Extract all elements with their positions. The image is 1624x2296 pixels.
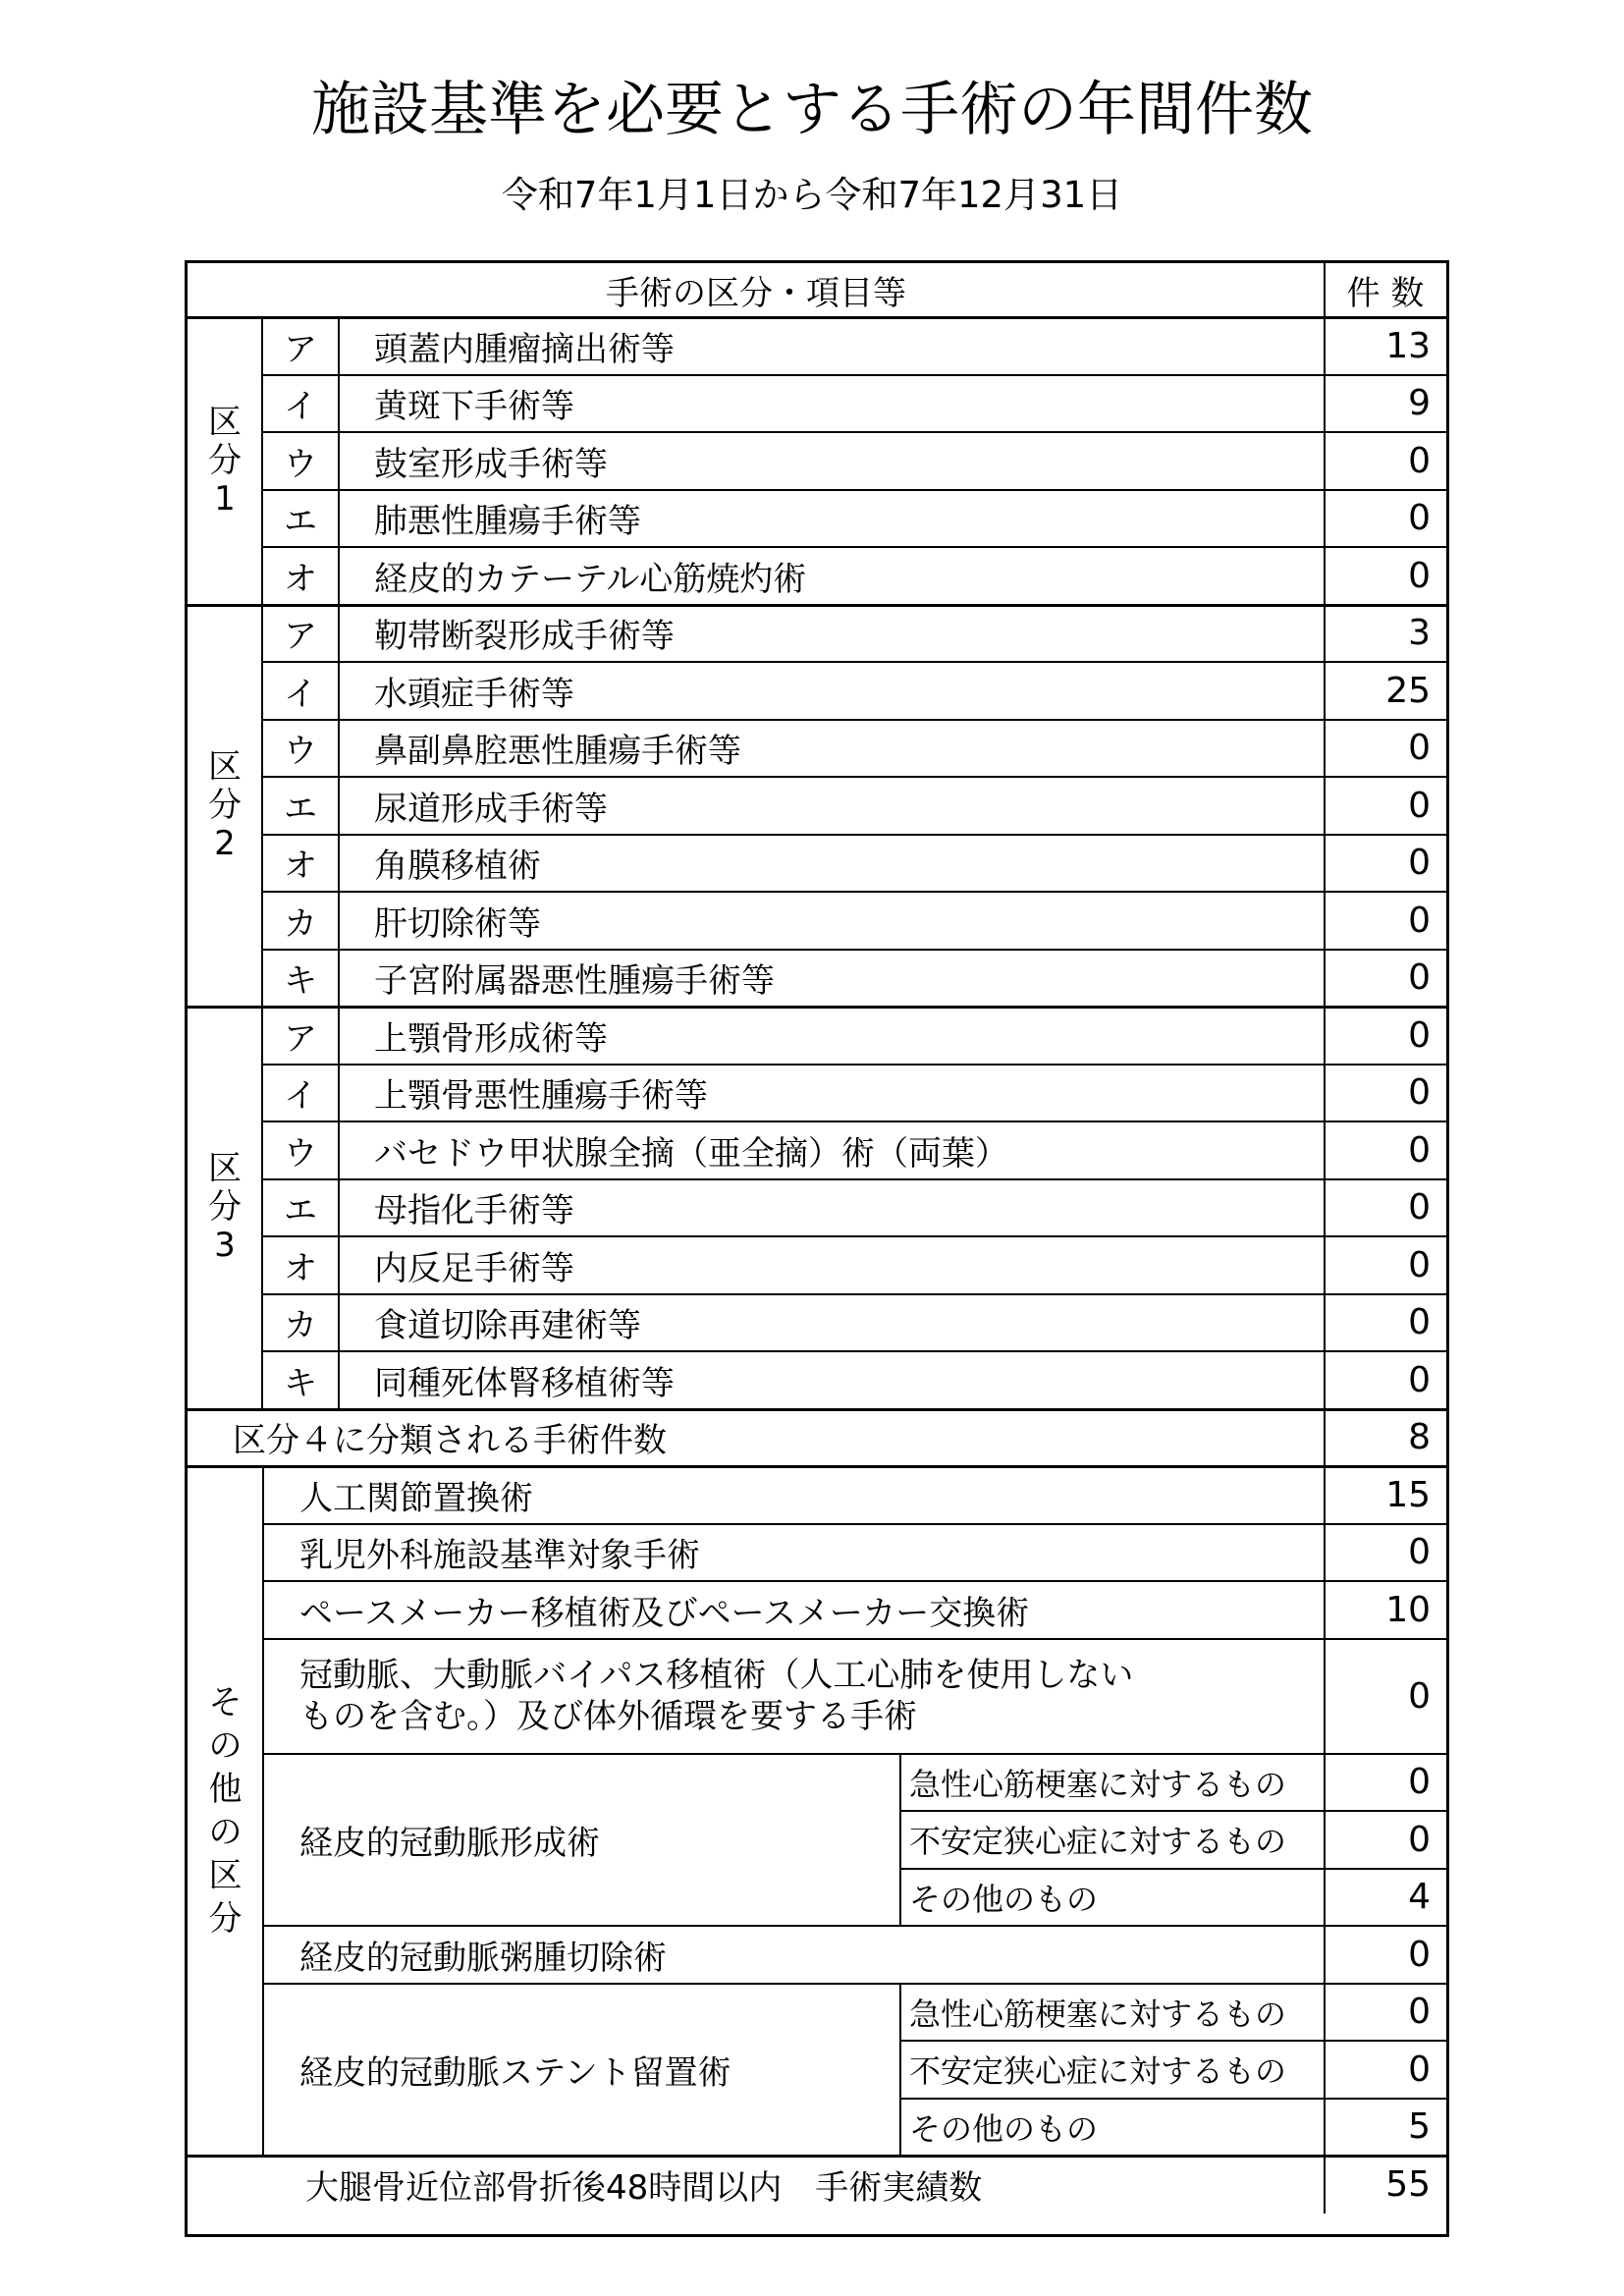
item-count: 0 (1408, 1072, 1431, 1114)
period-subtitle: 令和7年1月1日から令和7年12月31日 (501, 174, 1123, 216)
item-code: オ (284, 847, 317, 887)
group4-label: 区分４に分類される手術件数 (233, 1421, 667, 1461)
item-name: 上顎骨悪性腫瘍手術等 (374, 1076, 708, 1117)
item-name: バセドウ甲状腺全摘（亜全摘）術（両葉） (374, 1133, 1008, 1174)
pci-sub-name: その他のもの (909, 1880, 1099, 1918)
surgery-count-table (185, 260, 1449, 2237)
item-name: 肺悪性腫瘍手術等 (374, 502, 641, 542)
femur-count: 55 (1385, 2163, 1431, 2205)
item-code: ウ (284, 444, 317, 484)
group-label-1: 区 分 1 (208, 402, 242, 519)
atherectomy-count: 0 (1408, 1934, 1431, 1975)
column-divider (1324, 1639, 1326, 1754)
other-item-count: 0 (1408, 1675, 1431, 1717)
item-code: イ (284, 674, 317, 714)
stent-sub-count: 0 (1408, 2049, 1431, 2090)
item-code: カ (284, 903, 317, 944)
stent-sub-name: 不安定狭心症に対するもの (909, 2052, 1287, 2091)
other-item-count: 10 (1385, 1589, 1431, 1630)
item-count: 0 (1408, 1359, 1431, 1400)
item-count: 9 (1408, 383, 1431, 424)
item-count: 13 (1385, 325, 1431, 366)
group-label-3: 区 分 3 (208, 1149, 242, 1266)
group-label-2: 区 分 2 (208, 746, 242, 863)
item-name: 内反足手術等 (374, 1248, 574, 1288)
item-count: 0 (1408, 785, 1431, 826)
column-divider (1324, 1409, 1326, 1467)
item-name: 靭帯断裂形成手術等 (374, 617, 675, 657)
item-code: ア (284, 329, 317, 369)
group4-count: 8 (1408, 1417, 1431, 1458)
pci-sub-name: 急性心筋梗塞に対するもの (909, 1765, 1287, 1803)
item-code: カ (284, 1306, 317, 1346)
item-code: キ (284, 961, 317, 1002)
other-item-name: 人工関節置換術 (299, 1478, 533, 1518)
pci-sub-count: 4 (1408, 1877, 1431, 1918)
item-name: 母指化手術等 (374, 1191, 574, 1231)
column-divider (1324, 1581, 1326, 1639)
item-count: 0 (1408, 1014, 1431, 1056)
item-count: 25 (1385, 670, 1431, 711)
item-count: 0 (1408, 1302, 1431, 1343)
item-code: ア (284, 617, 317, 657)
item-name: 経皮的カテーテル心筋焼灼術 (374, 559, 807, 599)
item-name: 子宮附属器悪性腫瘍手術等 (374, 961, 775, 1002)
item-count: 0 (1408, 957, 1431, 999)
pci-sub-count: 0 (1408, 1819, 1431, 1860)
item-count: 0 (1408, 498, 1431, 539)
pci-sub-count: 0 (1408, 1762, 1431, 1803)
item-count: 0 (1408, 900, 1431, 941)
item-count: 3 (1408, 613, 1431, 654)
pci-sub-name: 不安定狭心症に対するもの (909, 1823, 1287, 1861)
stent-name: 経皮的冠動脈ステント留置術 (299, 2052, 731, 2093)
group-label-other: そ の 他 の 区 分 (208, 1683, 243, 1939)
item-count: 0 (1408, 1187, 1431, 1229)
other-item-count: 15 (1385, 1474, 1431, 1515)
other-item-name: 乳児外科施設基準対象手術 (299, 1536, 700, 1576)
item-count: 0 (1408, 728, 1431, 769)
item-name: 肝切除術等 (374, 903, 541, 944)
stent-sub-count: 5 (1408, 2106, 1431, 2148)
stent-sub-name: その他のもの (909, 2109, 1099, 2148)
other-item-count: 0 (1408, 1532, 1431, 1573)
item-name: 食道切除再建術等 (374, 1306, 641, 1346)
item-code: イ (284, 387, 317, 427)
item-name: 角膜移植術 (374, 847, 541, 887)
stent-sub-name: 急性心筋梗塞に対するもの (909, 1995, 1287, 2033)
page-title: 施設基準を必要とする手術の年間件数 (311, 76, 1313, 144)
item-code: オ (284, 559, 317, 599)
item-count: 0 (1408, 1129, 1431, 1171)
stent-sub-count: 0 (1408, 1992, 1431, 2033)
item-count: 0 (1408, 1244, 1431, 1285)
item-count: 0 (1408, 555, 1431, 596)
item-name: 鼓室形成手術等 (374, 444, 608, 484)
item-name: 頭蓋内腫瘤摘出術等 (374, 329, 675, 369)
other-item-name-line1: 冠動脈、大動脈バイパス移植術（人工心肺を使用しない (299, 1656, 1134, 1695)
other-item-name-line2: ものを含む。）及び体外循環を要する手術 (299, 1697, 917, 1736)
item-name: 水頭症手術等 (374, 674, 574, 714)
column-divider (1324, 263, 1326, 317)
column-divider (1324, 1466, 1326, 1524)
other-item-name (263, 1639, 1325, 1754)
item-name: 同種死体腎移植術等 (374, 1363, 675, 1403)
item-name: 上顎骨形成術等 (374, 1018, 608, 1059)
item-name: 尿道形成手術等 (374, 789, 608, 829)
item-code: エ (284, 1191, 317, 1231)
item-code: イ (284, 1076, 317, 1117)
column-divider (1324, 1926, 1326, 1984)
item-code: ウ (284, 732, 317, 772)
column-divider (1324, 1524, 1326, 1582)
item-code: オ (284, 1248, 317, 1288)
item-code: キ (284, 1363, 317, 1403)
item-code: ウ (284, 1133, 317, 1174)
item-code: エ (284, 789, 317, 829)
atherectomy-name: 経皮的冠動脈粥腫切除術 (299, 1938, 667, 1978)
item-name: 鼻副鼻腔悪性腫瘍手術等 (374, 732, 741, 772)
pci-name: 経皮的冠動脈形成術 (299, 1823, 600, 1863)
item-code: ア (284, 1018, 317, 1059)
column-divider (262, 1466, 264, 2156)
column-divider (1324, 2156, 1326, 2214)
item-count: 0 (1408, 440, 1431, 481)
header-count: 件 数 (1346, 274, 1425, 313)
femur-label: 大腿骨近位部骨折後48時間以内 手術実績数 (305, 2167, 983, 2208)
item-count: 0 (1408, 843, 1431, 884)
item-name: 黄斑下手術等 (374, 387, 574, 427)
item-code: エ (284, 502, 317, 542)
header-category: 手術の区分・項目等 (606, 274, 906, 313)
other-item-name: ペースメーカー移植術及びペースメーカー交換術 (299, 1593, 1030, 1633)
